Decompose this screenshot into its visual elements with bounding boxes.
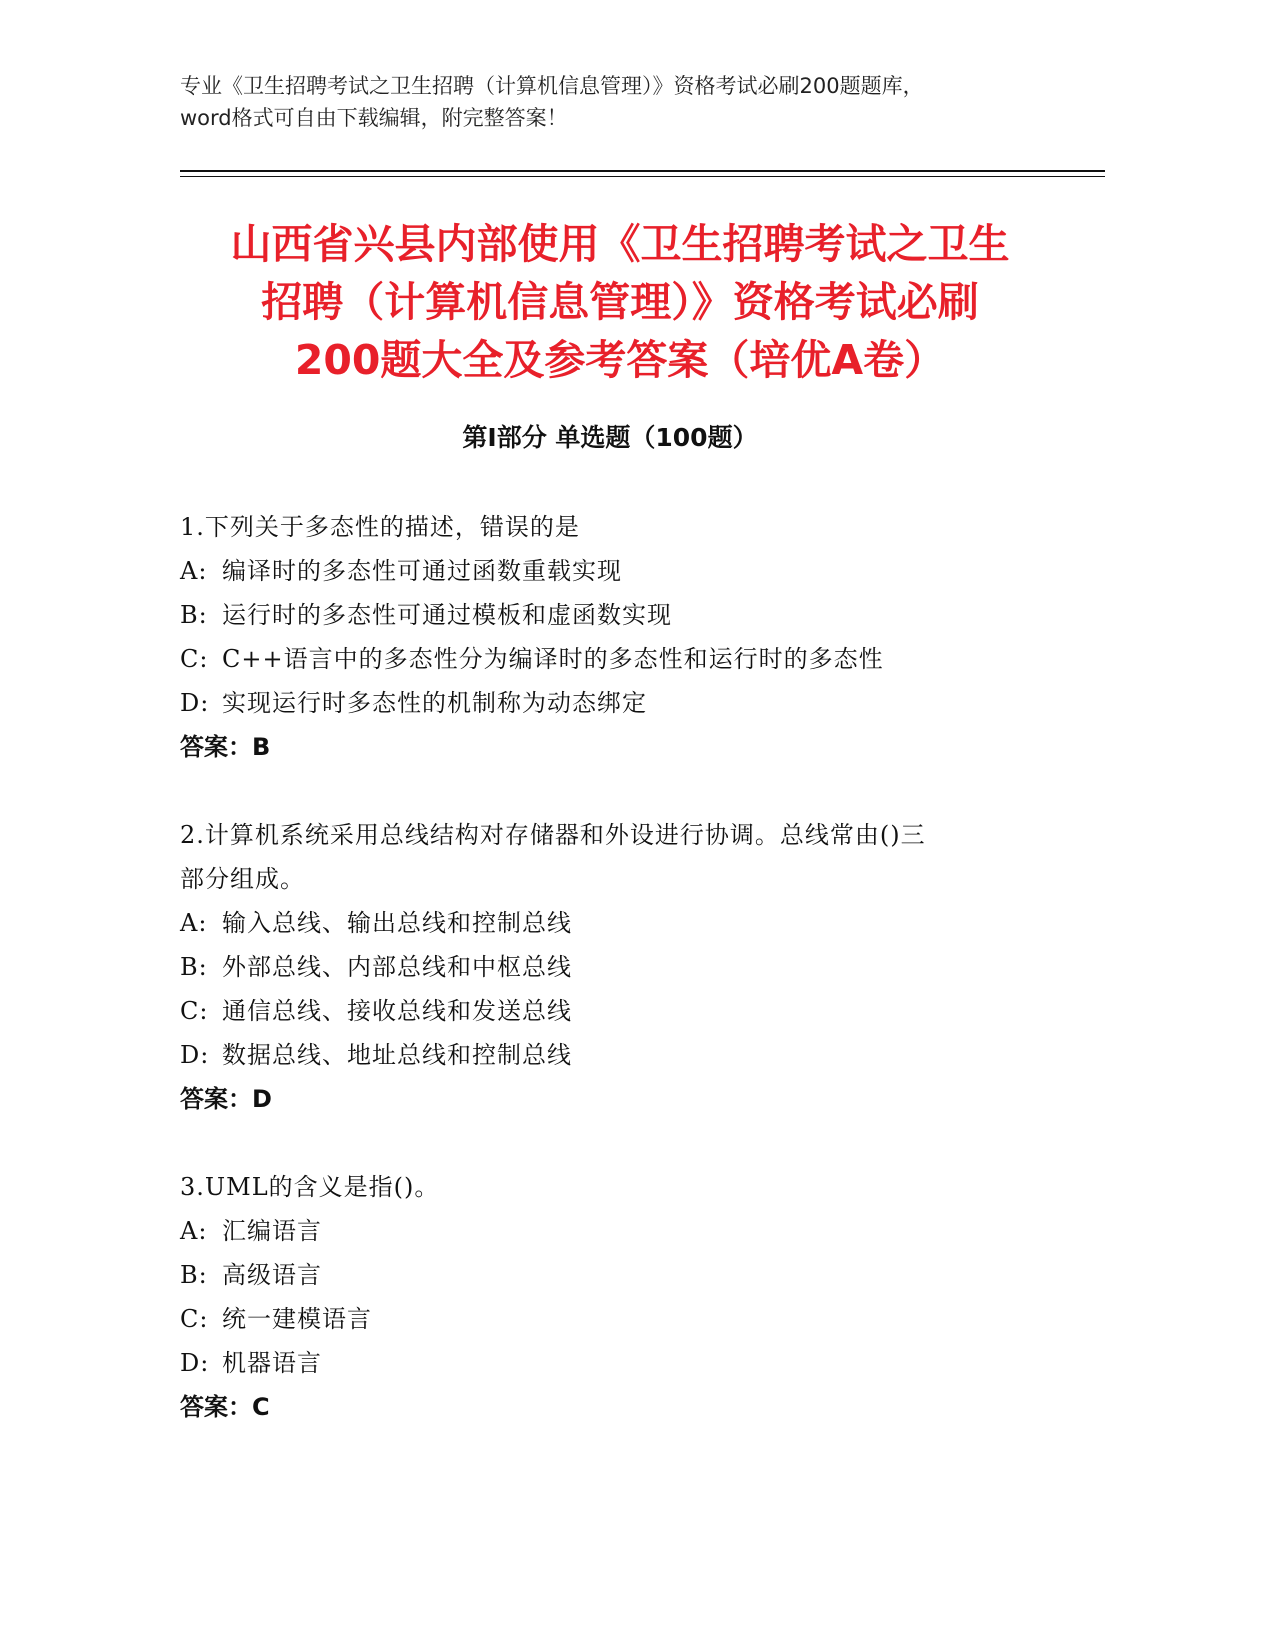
question-stem (180, 1165, 1140, 1209)
option-letter: B: (180, 1261, 208, 1289)
option-letter: D: (180, 1349, 210, 1377)
section-title: 第I部分 单选题（100题） (462, 423, 758, 452)
option-a (180, 549, 1140, 593)
option-a (180, 1209, 1140, 1253)
option-b (180, 1253, 1140, 1297)
question-stem-line: 部分组成。 (180, 865, 305, 893)
question-stem (180, 813, 1140, 901)
option-d (180, 1341, 1140, 1385)
option-text: 运行时的多态性可通过模板和虚函数实现 (222, 601, 672, 629)
question-3 (180, 1165, 1140, 1429)
question-2 (180, 813, 1140, 1121)
header-note-line-1: 专业《卫生招聘考试之卫生招聘（计算机信息管理）》资格考试必刷200题题库， (180, 74, 924, 98)
option-text: 实现运行时多态性的机制称为动态绑定 (222, 689, 647, 717)
option-text: 输入总线、输出总线和控制总线 (222, 909, 572, 937)
question-list (180, 505, 1140, 1473)
option-text: 统一建模语言 (222, 1305, 372, 1333)
option-text: 编译时的多态性可通过函数重载实现 (222, 557, 622, 585)
option-letter: C: (180, 645, 209, 673)
option-text: 高级语言 (222, 1261, 322, 1289)
document-title (180, 215, 1060, 389)
option-a (180, 901, 1140, 945)
option-d (180, 681, 1140, 725)
header-note (180, 70, 1110, 134)
option-c (180, 637, 1140, 681)
option-letter: C: (180, 1305, 209, 1333)
question-stem-line: 2.计算机系统采用总线结构对存储器和外设进行协调。总线常由()三 (180, 821, 926, 849)
option-letter: A: (180, 557, 208, 585)
answer-line: 答案：C (180, 1393, 270, 1421)
option-text: C++语言中的多态性分为编译时的多态性和运行时的多态性 (222, 645, 884, 673)
answer-line: 答案：B (180, 733, 271, 761)
question-stem-line: 1.下列关于多态性的描述，错误的是 (180, 513, 580, 541)
question-stem (180, 505, 1140, 549)
option-c (180, 989, 1140, 1033)
option-b (180, 593, 1140, 637)
option-d (180, 1033, 1140, 1077)
option-text: 机器语言 (222, 1349, 322, 1377)
option-letter: D: (180, 1041, 210, 1069)
option-text: 通信总线、接收总线和发送总线 (222, 997, 572, 1025)
header-note-line-2: word格式可自由下载编辑，附完整答案！ (180, 106, 568, 130)
header-divider-thin (180, 176, 1105, 177)
option-letter: A: (180, 909, 208, 937)
option-c (180, 1297, 1140, 1341)
option-letter: C: (180, 997, 209, 1025)
answer-line: 答案：D (180, 1085, 272, 1113)
option-letter: B: (180, 953, 208, 981)
option-letter: A: (180, 1217, 208, 1245)
document-title-line-3: 200题大全及参考答案（培优A卷） (294, 336, 946, 384)
option-text: 数据总线、地址总线和控制总线 (222, 1041, 572, 1069)
option-b (180, 945, 1140, 989)
option-letter: D: (180, 689, 210, 717)
document-title-line-1: 山西省兴县内部使用《卫生招聘考试之卫生 (230, 220, 1010, 268)
question-stem-line: 3.UML的含义是指()。 (180, 1173, 440, 1201)
option-text: 外部总线、内部总线和中枢总线 (222, 953, 572, 981)
document-title-line-2: 招聘（计算机信息管理）》资格考试必刷 (261, 278, 979, 326)
header-divider-thick (180, 170, 1105, 172)
option-letter: B: (180, 601, 208, 629)
option-text: 汇编语言 (222, 1217, 322, 1245)
question-1 (180, 505, 1140, 769)
